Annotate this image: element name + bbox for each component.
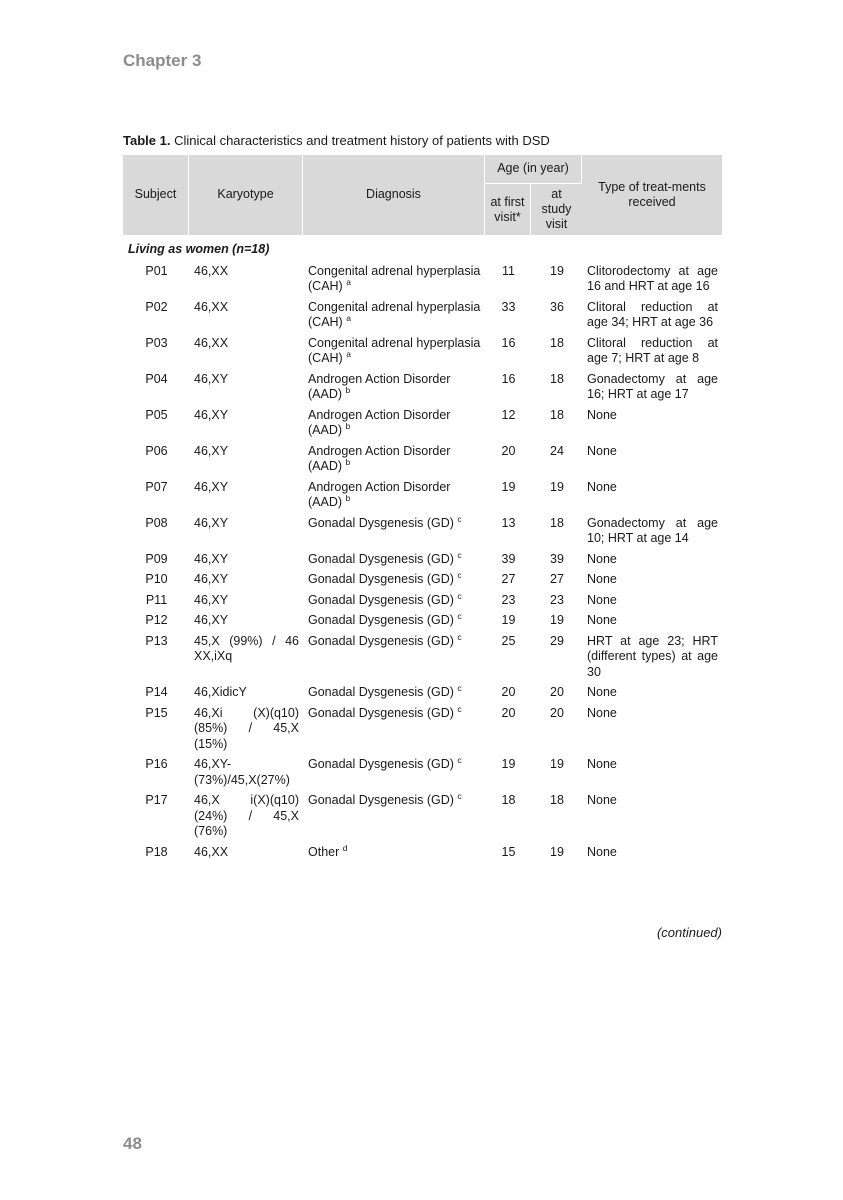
diagnosis-cell xyxy=(303,334,485,370)
treatment-cell: None xyxy=(587,443,617,458)
footnote-marker: c xyxy=(457,611,462,621)
subject-cell: P11 xyxy=(145,592,168,607)
diagnosis-cell xyxy=(303,791,485,843)
diagnosis-cell xyxy=(303,570,485,591)
age-study-visit-cell: 23 xyxy=(550,592,564,607)
treatment-cell: Clitoral reduction at age 34; HRT at age 36 xyxy=(587,299,718,329)
age-first-visit-cell: 27 xyxy=(501,572,516,586)
karyotype-cell: 46,XY xyxy=(194,479,229,494)
footnote-marker: a xyxy=(346,349,351,359)
subject-cell: P04 xyxy=(145,371,168,386)
subject-cell: P18 xyxy=(145,844,168,859)
clinical-characteristics-table xyxy=(123,155,722,863)
age-first-visit-cell: 16 xyxy=(501,335,516,350)
subject-cell: P01 xyxy=(145,263,168,278)
karyotype-cell: 46,Xi (X)(q10) (85%) / 45,X (15%) xyxy=(194,705,299,751)
karyotype-cell: 46,XX xyxy=(194,263,229,278)
diagnosis-cell xyxy=(303,370,485,406)
subject-cell: P06 xyxy=(145,443,168,458)
treatment-cell: Gonadectomy at age 10; HRT at age 14 xyxy=(587,515,718,545)
subject-cell: P07 xyxy=(145,479,168,494)
subject-cell: P08 xyxy=(145,515,168,530)
age-first-visit-cell: 16 xyxy=(501,371,516,386)
subject-cell: P03 xyxy=(145,335,168,350)
footnote-marker: a xyxy=(346,277,351,287)
table-body xyxy=(123,236,722,863)
table-row xyxy=(123,755,722,791)
karyotype-cell: 46,XY xyxy=(194,572,229,586)
age-study-visit-cell: 19 xyxy=(550,613,564,627)
age-first-visit-cell: 39 xyxy=(501,551,516,566)
table-row xyxy=(123,370,722,406)
table-row xyxy=(123,570,722,591)
treatment-cell: None xyxy=(587,572,617,586)
diagnosis-text: Androgen Action Disorder (AAD) xyxy=(308,407,451,437)
karyotype-cell: 46,XY xyxy=(194,371,229,386)
footnote-marker: c xyxy=(457,791,462,801)
diagnosis-text: Congenital adrenal hyperplasia (CAH) xyxy=(308,335,481,365)
treatment-cell: None xyxy=(587,613,617,627)
group-row xyxy=(123,236,722,262)
diagnosis-text: Gonadal Dysgenesis (GD) xyxy=(308,515,458,530)
subject-cell: P12 xyxy=(145,613,168,627)
diagnosis-cell xyxy=(303,683,485,704)
diagnosis-cell xyxy=(303,632,485,684)
table-row xyxy=(123,683,722,704)
age-study-visit-cell: 27 xyxy=(550,572,564,586)
subject-cell: P02 xyxy=(145,299,168,314)
diagnosis-text: Other xyxy=(308,844,343,859)
footnote-marker: b xyxy=(345,421,351,431)
age-study-visit-cell: 20 xyxy=(550,685,564,699)
footnote-marker: d xyxy=(342,842,348,853)
karyotype-cell: 46,XX xyxy=(194,299,229,314)
chapter-heading: Chapter 3 xyxy=(123,51,202,70)
diagnosis-text: Gonadal Dysgenesis (GD) xyxy=(308,551,458,566)
footnote-marker: b xyxy=(345,457,351,467)
age-study-visit-cell: 19 xyxy=(550,757,564,771)
footnote-marker: c xyxy=(457,631,462,642)
age-first-visit-cell: 19 xyxy=(501,757,516,771)
treatment-cell: None xyxy=(587,592,617,607)
footnote-marker: c xyxy=(457,513,462,524)
group-label: Living as women (n=18) xyxy=(128,242,270,256)
table-row xyxy=(123,442,722,478)
age-study-visit-cell: 39 xyxy=(550,551,564,566)
diagnosis-cell xyxy=(303,478,485,514)
karyotype-cell: 46,XY xyxy=(194,551,229,566)
age-study-visit-cell: 20 xyxy=(550,705,564,720)
table-row xyxy=(123,791,722,843)
diagnosis-cell xyxy=(303,550,485,571)
table-row xyxy=(123,843,722,864)
table-row xyxy=(123,704,722,756)
treatment-cell: None xyxy=(587,407,617,422)
footnote-marker: b xyxy=(345,385,351,395)
table-caption-label: Table 1. xyxy=(123,133,171,148)
age-study-visit-cell: 18 xyxy=(550,793,564,807)
age-first-visit-cell: 18 xyxy=(501,793,516,807)
treatment-cell: None xyxy=(587,479,617,494)
karyotype-cell: 46,XY xyxy=(194,592,229,607)
table-row xyxy=(123,262,722,298)
treatment-cell: None xyxy=(587,551,617,566)
age-study-visit-cell: 19 xyxy=(550,479,564,494)
diagnosis-text: Gonadal Dysgenesis (GD) xyxy=(308,793,458,807)
table-row xyxy=(123,298,722,334)
age-study-visit-cell: 29 xyxy=(550,633,564,648)
treatment-cell: Gonadectomy at age 16; HRT at age 17 xyxy=(587,371,718,401)
diagnosis-cell xyxy=(303,262,485,298)
diagnosis-cell xyxy=(303,298,485,334)
diagnosis-cell xyxy=(303,591,485,612)
diagnosis-cell xyxy=(303,755,485,791)
footnote-marker: c xyxy=(457,703,462,714)
subject-cell: P09 xyxy=(145,551,168,566)
header-treatments: Type of treat-ments received xyxy=(582,155,722,236)
diagnosis-text: Gonadal Dysgenesis (GD) xyxy=(308,572,458,586)
diagnosis-cell xyxy=(303,611,485,632)
diagnosis-cell xyxy=(303,704,485,756)
age-study-visit-cell: 18 xyxy=(550,371,564,386)
age-first-visit-cell: 25 xyxy=(501,633,516,648)
age-first-visit-cell: 33 xyxy=(501,299,516,314)
karyotype-cell: 46,XY xyxy=(194,613,229,627)
page-number: 48 xyxy=(123,1134,142,1153)
diagnosis-cell xyxy=(303,406,485,442)
age-study-visit-cell: 18 xyxy=(550,407,564,422)
table-row xyxy=(123,514,722,550)
header-karyotype: Karyotype xyxy=(189,155,303,236)
header-subject: Subject xyxy=(123,155,189,236)
table-row xyxy=(123,591,722,612)
continued-note: (continued) xyxy=(656,925,722,940)
karyotype-cell: 46,X i(X)(q10) (24%) / 45,X (76%) xyxy=(194,793,299,838)
diagnosis-text: Gonadal Dysgenesis (GD) xyxy=(308,613,458,627)
footnote-marker: c xyxy=(457,570,462,580)
age-study-visit-cell: 19 xyxy=(550,263,564,278)
table-row xyxy=(123,406,722,442)
table-row xyxy=(123,334,722,370)
age-first-visit-cell: 11 xyxy=(502,263,515,278)
age-first-visit-cell: 13 xyxy=(501,515,516,530)
age-first-visit-cell: 12 xyxy=(501,407,516,422)
table-caption xyxy=(123,133,550,148)
table-row xyxy=(123,478,722,514)
subject-cell: P15 xyxy=(145,705,168,720)
diagnosis-text: Gonadal Dysgenesis (GD) xyxy=(308,757,458,771)
age-study-visit-cell: 18 xyxy=(550,515,564,530)
subject-cell: P10 xyxy=(145,572,168,586)
karyotype-cell: 46,XY xyxy=(194,443,229,458)
treatment-cell: None xyxy=(587,757,617,771)
treatment-cell: HRT at age 23; HRT (different types) at age 30 xyxy=(587,633,718,679)
age-study-visit-cell: 19 xyxy=(550,844,564,859)
treatment-cell: None xyxy=(587,793,617,807)
subject-cell: P05 xyxy=(145,407,168,422)
diagnosis-cell xyxy=(303,514,485,550)
diagnosis-cell xyxy=(303,843,485,864)
header-diagnosis: Diagnosis xyxy=(303,155,485,236)
header-age-first-visit: at first visit* xyxy=(485,184,531,236)
age-first-visit-cell: 20 xyxy=(501,443,516,458)
treatment-cell: None xyxy=(587,705,617,720)
footnote-marker: c xyxy=(457,683,462,693)
diagnosis-text: Gonadal Dysgenesis (GD) xyxy=(308,592,458,607)
diagnosis-text: Gonadal Dysgenesis (GD) xyxy=(308,633,458,648)
age-study-visit-cell: 18 xyxy=(550,335,564,350)
diagnosis-text: Congenital adrenal hyperplasia (CAH) xyxy=(308,263,481,293)
age-first-visit-cell: 15 xyxy=(501,844,516,859)
karyotype-cell: 46,XY xyxy=(194,407,229,422)
diagnosis-text: Androgen Action Disorder (AAD) xyxy=(308,479,451,509)
table-header xyxy=(123,155,722,236)
footnote-marker: c xyxy=(457,549,462,560)
table-caption-text: Clinical characteristics and treatment history of patients with DSD xyxy=(170,133,550,148)
header-age-study-visit: at study visit xyxy=(531,184,582,236)
age-study-visit-cell: 36 xyxy=(550,299,564,314)
karyotype-cell: 46,XY xyxy=(194,515,229,530)
diagnosis-cell xyxy=(303,442,485,478)
age-first-visit-cell: 19 xyxy=(501,613,516,627)
treatment-cell: None xyxy=(587,844,617,859)
diagnosis-text: Androgen Action Disorder (AAD) xyxy=(308,443,451,473)
footnote-marker: c xyxy=(457,755,462,765)
footnote-marker: a xyxy=(346,313,351,323)
footnote-marker: c xyxy=(457,590,462,601)
table-row xyxy=(123,632,722,684)
treatment-cell: Clitorodectomy at age 16 and HRT at age 16 xyxy=(587,263,718,293)
age-study-visit-cell: 24 xyxy=(550,443,564,458)
age-first-visit-cell: 20 xyxy=(501,705,516,720)
header-age-group: Age (in year) xyxy=(485,155,582,184)
subject-cell: P14 xyxy=(145,685,168,699)
diagnosis-text: Gonadal Dysgenesis (GD) xyxy=(308,685,458,699)
table-row xyxy=(123,550,722,571)
treatment-cell: None xyxy=(587,685,617,699)
subject-cell: P16 xyxy=(145,757,168,771)
karyotype-cell: 46,XidicY xyxy=(194,685,247,699)
treatment-cell: Clitoral reduction at age 7; HRT at age 8 xyxy=(587,335,718,365)
karyotype-cell: 46,XX xyxy=(194,335,229,350)
karyotype-cell: 46,XY-(73%)/45,X(27%) xyxy=(194,757,290,787)
age-first-visit-cell: 23 xyxy=(501,592,516,607)
table-row xyxy=(123,611,722,632)
subject-cell: P17 xyxy=(145,793,168,807)
karyotype-cell: 46,XX xyxy=(194,844,229,859)
diagnosis-text: Androgen Action Disorder (AAD) xyxy=(308,371,451,401)
age-first-visit-cell: 20 xyxy=(501,685,516,699)
footnote-marker: b xyxy=(345,493,351,503)
age-first-visit-cell: 19 xyxy=(501,479,516,494)
diagnosis-text: Congenital adrenal hyperplasia (CAH) xyxy=(308,299,481,329)
diagnosis-text: Gonadal Dysgenesis (GD) xyxy=(308,705,458,720)
karyotype-cell: 45,X (99%) / 46 XX,iXq xyxy=(194,633,299,663)
subject-cell: P13 xyxy=(145,633,168,648)
